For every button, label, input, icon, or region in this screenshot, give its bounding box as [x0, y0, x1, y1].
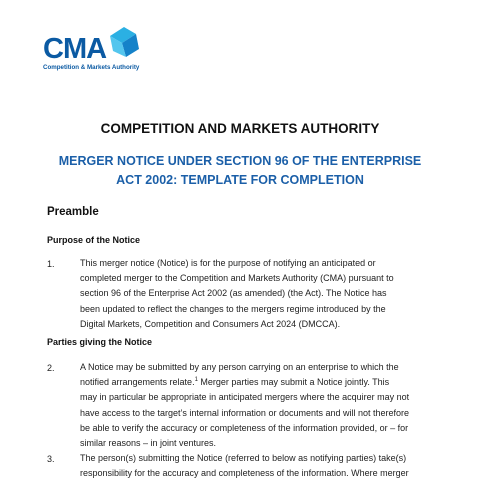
paragraph-3 [80, 451, 440, 481]
paragraph-2-line: A Notice may be submitted by any person carrying on an enterprise to which the [80, 362, 399, 372]
paragraph-2-line: have access to the target’s internal information or documents and will not therefore [80, 407, 410, 418]
paragraph-number-3: 3. [47, 454, 55, 464]
logo-subtitle: Competition & Markets Authority [43, 64, 140, 71]
paragraph-2-line [80, 375, 440, 390]
paragraph-3-line: The person(s) submitting the Notice (referred to below as notifying parties) take(s) [80, 453, 407, 463]
document-subtitle [50, 152, 430, 190]
paragraph-2-line: similar reasons – in joint ventures. [80, 438, 217, 449]
subtitle-line-2: ACT 2002: TEMPLATE FOR COMPLETION [116, 173, 364, 187]
paragraph-3-line: responsibility for the accuracy and completeness of the information. Where merger [80, 468, 409, 479]
paragraph-2-text: Merger parties may submit a Notice jointly. This [197, 377, 390, 388]
paragraph-1-line: This merger notice (Notice) is for the purpose of notifying an anticipated or [80, 258, 376, 268]
paragraph-1 [80, 256, 440, 332]
footnote-reference[interactable]: 1 [194, 377, 198, 384]
paragraph-number-1: 1. [47, 259, 55, 269]
preamble-heading: Preamble [47, 206, 99, 218]
paragraph-2-line: may in particular be appropriate in anticipated mergers where the acquirer may not [80, 392, 410, 403]
paragraph-1-line: Digital Markets, Competition and Consumers Act 2024 (DMCCA). [80, 318, 341, 329]
purpose-heading: Purpose of the Notice [47, 235, 141, 245]
logo-cube-icon [106, 24, 142, 60]
paragraph-number-2: 2. [47, 363, 55, 373]
paragraph-1-line: completed merger to the Competition and Markets Authority (CMA) pursuant to [80, 273, 394, 284]
cma-logo [43, 22, 143, 72]
paragraph-2-line: be able to verify the accuracy or completeness of the information provided, or – for [80, 422, 409, 433]
logo-wordmark: CMA [43, 33, 107, 65]
parties-heading: Parties giving the Notice [47, 337, 153, 347]
document-title: COMPETITION AND MARKETS AUTHORITY [100, 121, 380, 136]
paragraph-1-line: been updated to reflect the changes to the mergers regime introduced by the [80, 303, 386, 314]
paragraph-2-text: notified arrangements relate. [80, 377, 195, 388]
paragraph-1-line: section 96 of the Enterprise Act 2002 (as amended) (the Act). The Notice has [80, 288, 387, 299]
paragraph-2 [80, 360, 440, 451]
subtitle-line-1: MERGER NOTICE UNDER SECTION 96 OF THE ENTERPRISE [58, 154, 422, 168]
